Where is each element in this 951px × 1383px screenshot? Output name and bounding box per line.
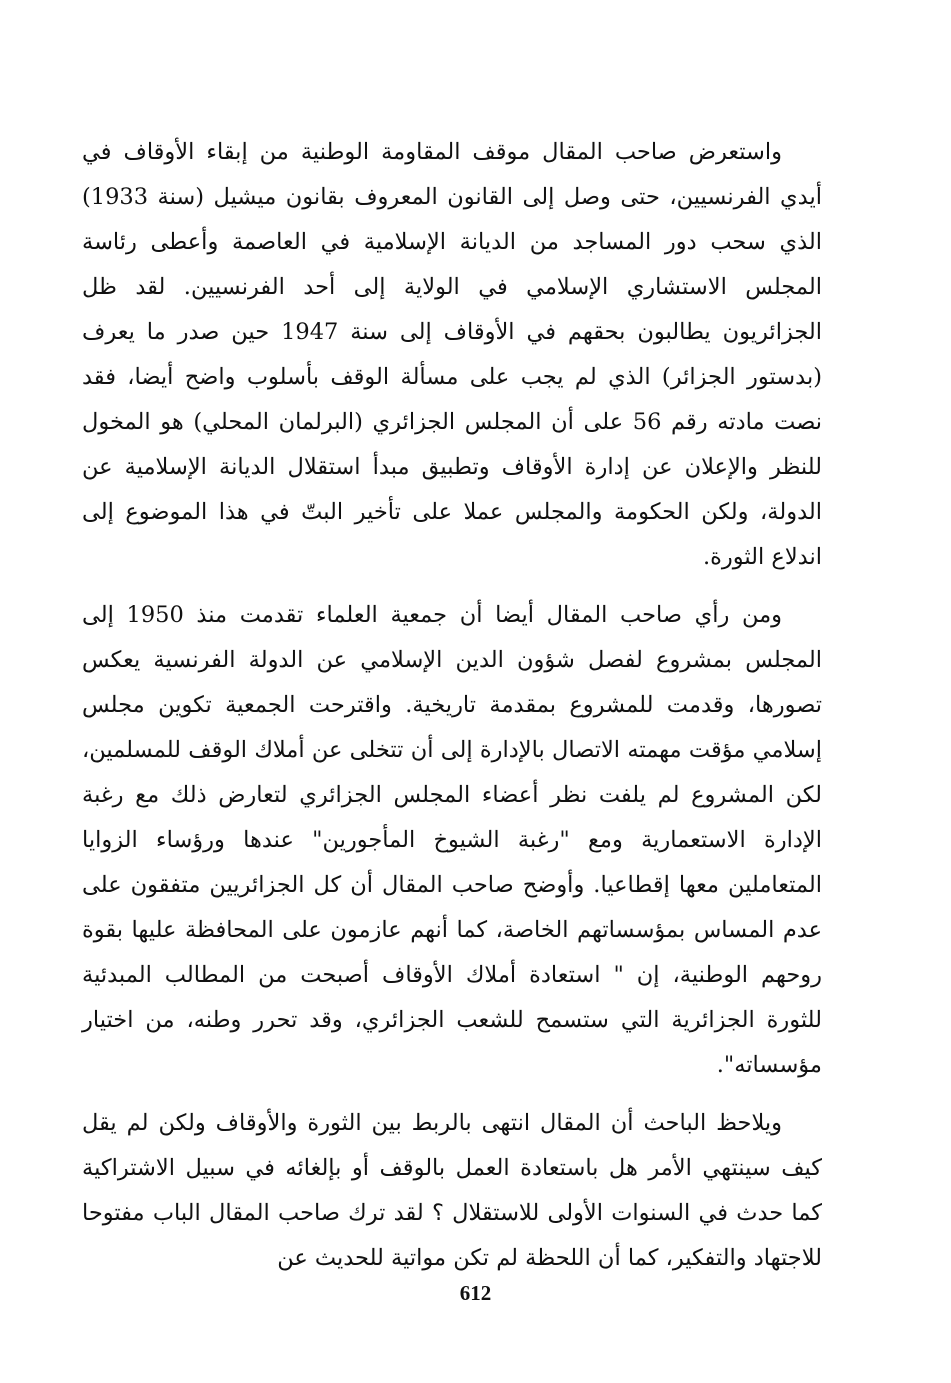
paragraph-1: واستعرض صاحب المقال موقف المقاومة الوطنية من إبقاء الأوقاف في أيدي الفرنسيين، حتى وصل إلى القانون المعروف بقانون ميشيل (سنة 1933) الذي سحب دور المساجد من الديانة الإسلامية في العاصمة وأعطى رئاسة المجلس الاستشاري الإسلامي في الولاية إلى أحد الفرنسيين. لقد ظل الجزائريون يطالبون بحقهم في الأوقاف إلى سنة 1947 حين صدر ما يعرف (بدستور الجزائر) الذي لم يجب على مسألة الوقف بأسلوب واضح أيضا، فقد نصت مادته رقم 56 على أن المجلس الجزائري (البرلمان المحلي) هو المخول للنظر والإعلان عن إدارة الأوقاف وتطبيق مبدأ استقلال الديانة الإسلامية عن الدولة، ولكن الحكومة والمجلس عملا على تأخير البتّ في هذا الموضوع إلى اندلاع الثورة. — [82, 139, 822, 570]
page-number: 612 — [459, 1281, 492, 1305]
paragraph-2: ومن رأي صاحب المقال أيضا أن جمعية العلماء تقدمت منذ 1950 إلى المجلس بمشروع لفصل شؤون الدين الإسلامي عن الدولة الفرنسية يعكس تصورها، وقدمت للمشروع بمقدمة تاريخية. واقترحت الجمعية تكوين مجلس إسلامي مؤقت مهمته الاتصال بالإدارة إلى أن تتخلى عن أملاك الوقف للمسلمين، لكن المشروع لم يلفت نظر أعضاء المجلس الجزائري لتعارض ذلك مع رغبة الإدارة الاستعمارية ومع "رغبة الشيوخ المأجورين" عندها ورؤساء الزوايا المتعاملين معها إقطاعيا. وأوضح صاحب المقال أن كل الجزائريين متفقون على عدم المساس بمؤسساتهم الخاصة، كما أنهم عازمون على المحافظة عليها بقوة روحهم الوطنية، إن " استعادة أملاك الأوقاف أصبحت من المطالب المبدئية للثورة الجزائرية التي ستسمح للشعب الجزائري، وقد تحرر وطنه، من اختيار مؤسساته". — [82, 602, 822, 1078]
page-body — [82, 130, 822, 1281]
paragraph-3: ويلاحظ الباحث أن المقال انتهى بالربط بين الثورة والأوقاف ولكن لم يقل كيف سينتهي الأمر هل باستعادة العمل بالوقف أو بإلغائه في سبيل الاشتراكية كما حدث في السنوات الأولى للاستقلال ؟ لقد ترك صاحب المقال الباب مفتوحا للاجتهاد والتفكير، كما أن اللحظة لم تكن مواتية للحديث عن — [82, 1110, 822, 1271]
